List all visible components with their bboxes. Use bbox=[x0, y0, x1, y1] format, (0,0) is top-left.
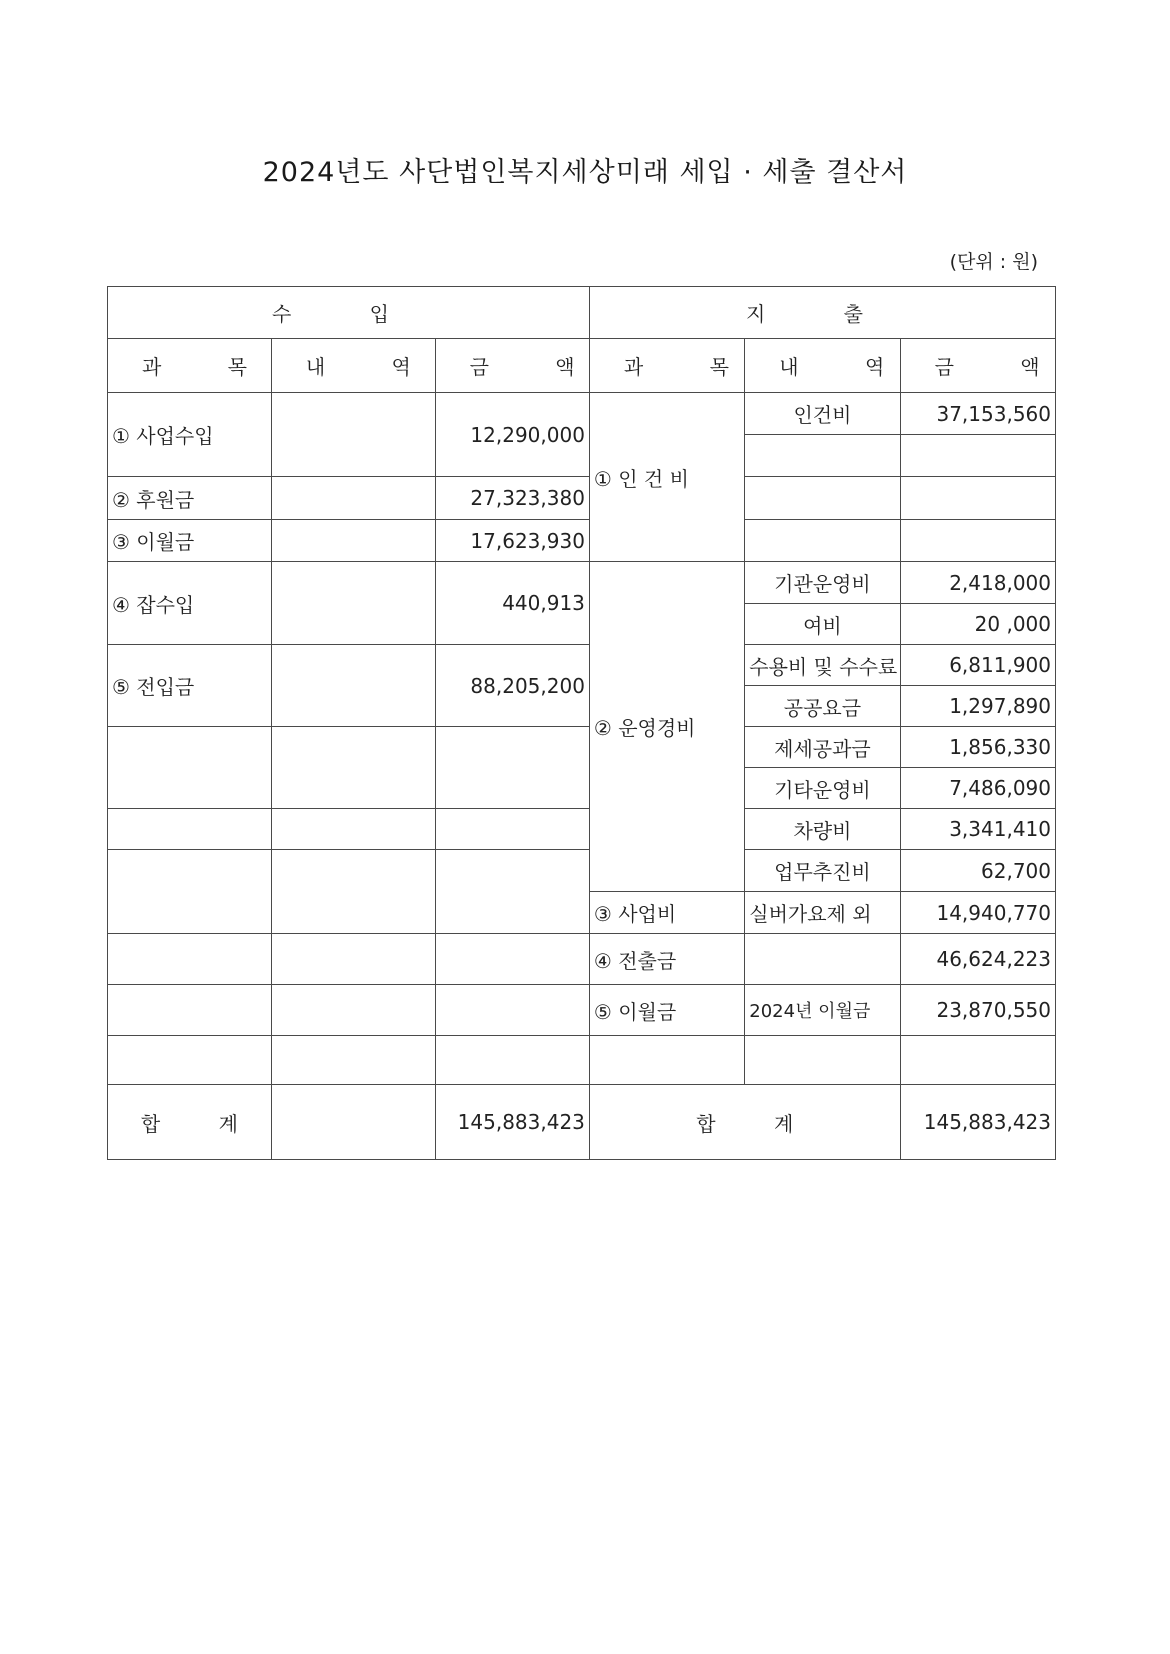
income-detail-header: 내 역 bbox=[271, 339, 435, 393]
income-subject bbox=[108, 1036, 272, 1085]
income-amount bbox=[435, 727, 589, 809]
expense-amount bbox=[900, 477, 1055, 520]
section-header-row bbox=[108, 287, 1056, 339]
expense-amount bbox=[900, 520, 1055, 562]
expense-amount: 1,856,330 bbox=[900, 727, 1055, 768]
expense-detail: 인건비 bbox=[745, 393, 900, 435]
table-row bbox=[108, 934, 1056, 985]
income-subject: ② 후원금 bbox=[108, 477, 272, 520]
expense-detail bbox=[745, 520, 900, 562]
table-row bbox=[108, 562, 1056, 604]
income-subject bbox=[108, 934, 272, 985]
expense-subject bbox=[589, 1036, 744, 1085]
expense-amount: 37,153,560 bbox=[900, 393, 1055, 435]
settlement-table bbox=[107, 286, 1070, 1160]
expense-detail: 2024년 이월금 bbox=[745, 985, 900, 1036]
table-row bbox=[108, 645, 1056, 686]
expense-detail bbox=[745, 1036, 900, 1085]
income-total-detail bbox=[271, 1085, 435, 1160]
income-subject: ⑤ 전입금 bbox=[108, 645, 272, 727]
expense-amount: 20 ,000 bbox=[900, 604, 1055, 645]
expense-amount: 7,486,090 bbox=[900, 768, 1055, 809]
income-detail bbox=[271, 985, 435, 1036]
unit-note: (단위 : 원) bbox=[949, 251, 1038, 273]
income-subject: ① 사업수입 bbox=[108, 393, 272, 477]
table-row bbox=[108, 809, 1056, 850]
income-amount: 440,913 bbox=[435, 562, 589, 645]
expense-amount: 2,418,000 bbox=[900, 562, 1055, 604]
table-row bbox=[108, 477, 1056, 520]
expense-detail bbox=[745, 435, 900, 477]
income-detail bbox=[271, 562, 435, 645]
income-detail bbox=[271, 645, 435, 727]
expense-detail: 제세공과금 bbox=[745, 727, 900, 768]
income-detail bbox=[271, 1036, 435, 1085]
expense-total-amount: 145,883,423 bbox=[900, 1085, 1055, 1160]
expense-subject-business: ③ 사업비 bbox=[589, 892, 744, 934]
income-detail bbox=[271, 809, 435, 850]
income-subject: ③ 이월금 bbox=[108, 520, 272, 562]
income-subject bbox=[108, 850, 272, 934]
table-row bbox=[108, 393, 1056, 435]
expense-amount: 1,297,890 bbox=[900, 686, 1055, 727]
expense-detail: 수용비 및 수수료 bbox=[745, 645, 900, 686]
income-amount: 12,290,000 bbox=[435, 393, 589, 477]
income-amount bbox=[435, 809, 589, 850]
expense-detail: 공공요금 bbox=[745, 686, 900, 727]
income-subject-header: 과 목 bbox=[108, 339, 272, 393]
expense-total-label: 합 계 bbox=[589, 1085, 900, 1160]
expense-subject-carryover: ⑤ 이월금 bbox=[589, 985, 744, 1036]
income-detail bbox=[271, 727, 435, 809]
table-row bbox=[108, 727, 1056, 768]
expense-detail: 기관운영비 bbox=[745, 562, 900, 604]
expense-section-header: 지 출 bbox=[589, 287, 1055, 339]
expense-amount: 3,341,410 bbox=[900, 809, 1055, 850]
income-subject bbox=[108, 985, 272, 1036]
income-subject: ④ 잡수입 bbox=[108, 562, 272, 645]
income-amount bbox=[435, 850, 589, 934]
expense-detail: 여비 bbox=[745, 604, 900, 645]
table-row bbox=[108, 1036, 1056, 1085]
expense-detail: 실버가요제 외 bbox=[745, 892, 900, 934]
document-title: 2024년도 사단법인복지세상미래 세입 · 세출 결산서 bbox=[262, 157, 908, 188]
table-row bbox=[108, 985, 1056, 1036]
expense-detail: 차량비 bbox=[745, 809, 900, 850]
income-detail bbox=[271, 850, 435, 934]
income-amount: 88,205,200 bbox=[435, 645, 589, 727]
income-amount: 27,323,380 bbox=[435, 477, 589, 520]
expense-detail bbox=[745, 934, 900, 985]
expense-amount: 62,700 bbox=[900, 850, 1055, 892]
income-detail bbox=[271, 393, 435, 477]
income-amount-header: 금 액 bbox=[435, 339, 589, 393]
income-total-amount: 145,883,423 bbox=[435, 1085, 589, 1160]
income-detail bbox=[271, 934, 435, 985]
expense-detail: 기타운영비 bbox=[745, 768, 900, 809]
income-amount bbox=[435, 1036, 589, 1085]
expense-subject-transfer: ④ 전출금 bbox=[589, 934, 744, 985]
income-subject bbox=[108, 809, 272, 850]
table-row bbox=[108, 520, 1056, 562]
expense-detail-header: 내 역 bbox=[745, 339, 900, 393]
table-row bbox=[108, 850, 1056, 892]
expense-amount-header: 금 액 bbox=[900, 339, 1055, 393]
income-amount: 17,623,930 bbox=[435, 520, 589, 562]
income-amount bbox=[435, 985, 589, 1036]
expense-detail: 업무추진비 bbox=[745, 850, 900, 892]
expense-subject-personnel: ① 인 건 비 bbox=[589, 393, 744, 562]
expense-subject-header: 과 목 bbox=[589, 339, 744, 393]
income-detail bbox=[271, 520, 435, 562]
column-header-row bbox=[108, 339, 1056, 393]
expense-subject-operating: ② 운영경비 bbox=[589, 562, 744, 892]
income-total-label: 합 계 bbox=[108, 1085, 272, 1160]
expense-amount: 6,811,900 bbox=[900, 645, 1055, 686]
expense-amount bbox=[900, 435, 1055, 477]
income-detail bbox=[271, 477, 435, 520]
expense-amount bbox=[900, 1036, 1055, 1085]
expense-amount: 14,940,770 bbox=[900, 892, 1055, 934]
total-row bbox=[108, 1085, 1056, 1160]
expense-amount: 23,870,550 bbox=[900, 985, 1055, 1036]
income-section-header: 수 입 bbox=[108, 287, 590, 339]
income-amount bbox=[435, 934, 589, 985]
income-subject bbox=[108, 727, 272, 809]
expense-detail bbox=[745, 477, 900, 520]
expense-amount: 46,624,223 bbox=[900, 934, 1055, 985]
